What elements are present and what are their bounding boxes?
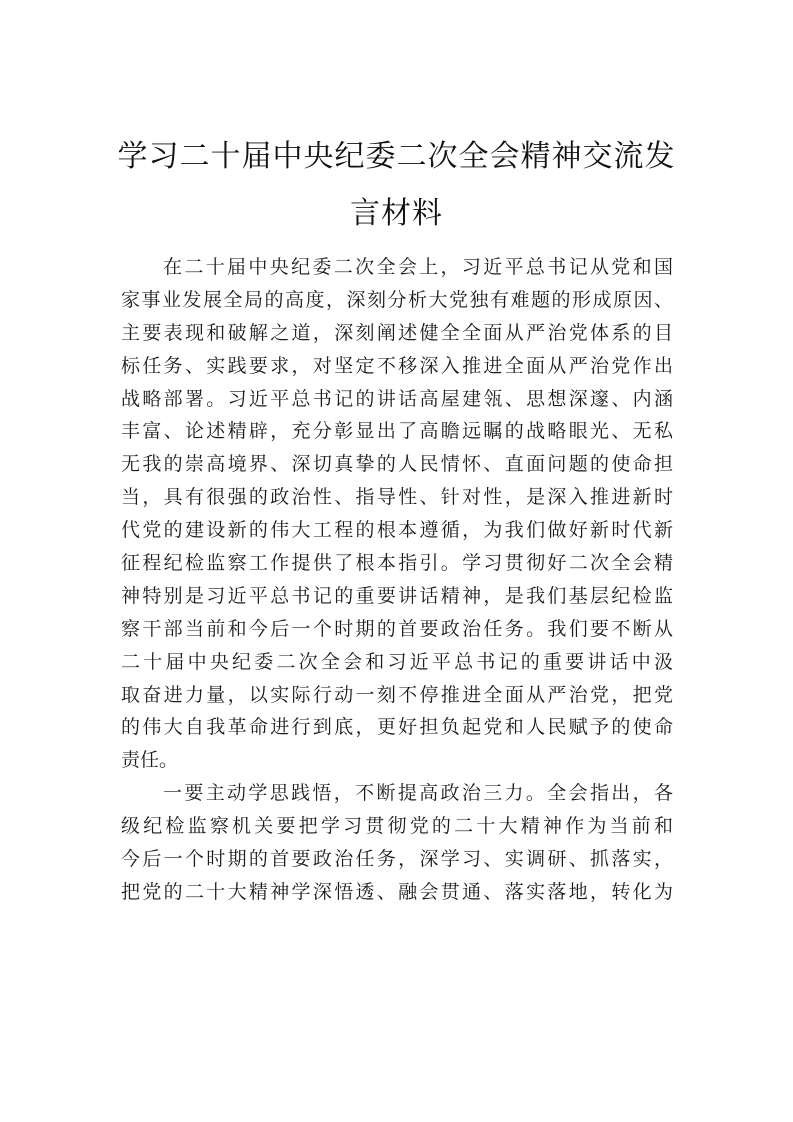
document-title-line-1: 学习二十届中央纪委二次全会精神交流发 [117,139,676,174]
paragraph-line: 家事业发展全局的高度，深刻分析大党独有难题的形成原因、 [121,288,673,311]
document-title-line-2: 言材料 [350,196,443,231]
paragraph-line: 主要表现和破解之道，深刻阐述健全全面从严治党体系的目 [121,321,673,344]
paragraph-line: 察干部当前和今后一个时期的首要政治任务。我们要不断从 [121,617,673,640]
paragraph-line: 二十届中央纪委二次全会和习近平总书记的重要讲话中汲 [121,650,673,673]
paragraph-line: 征程纪检监察工作提供了根本指引。学习贯彻好二次全会精 [121,552,673,575]
paragraph-line: 今后一个时期的首要政治任务，深学习、实调研、抓落实， [121,848,673,871]
paragraph-line: 代党的建设新的伟大工程的根本遵循，为我们做好新时代新 [121,519,673,542]
paragraph-line: 责任。 [121,749,179,772]
paragraph-1 [121,251,673,777]
paragraph-line: 无我的崇高境界、深切真挚的人民情怀、直面问题的使命担 [121,453,673,476]
paragraph-line: 取奋进力量，以实际行动一刻不停推进全面从严治党，把党 [121,683,673,706]
paragraph-line: 一要主动学思践悟，不断提高政治三力。全会指出，各 [163,782,673,805]
paragraph-line: 在二十届中央纪委二次全会上，习近平总书记从党和国 [163,256,673,278]
paragraph-2 [121,777,673,909]
paragraph-line: 战略部署。习近平总书记的讲话高屋建瓴、思想深邃、内涵 [121,387,673,410]
paragraph-line: 丰富、论述精辟，充分彰显出了高瞻远瞩的战略眼光、无私 [121,420,673,443]
paragraph-line: 级纪检监察机关要把学习贯彻党的二十大精神作为当前和 [121,815,673,838]
paragraph-line: 当，具有很强的政治性、指导性、针对性，是深入推进新时 [121,486,673,509]
paragraph-line: 标任务、实践要求，对坚定不移深入推进全面从严治党作出 [121,354,673,377]
paragraph-line: 把党的二十大精神学深悟透、融会贯通、落实落地，转化为 [121,880,673,903]
paragraph-line: 神特别是习近平总书记的重要讲话精神，是我们基层纪检监 [121,584,673,607]
paragraph-line: 的伟大自我革命进行到底，更好担负起党和人民赋予的使命 [121,716,673,739]
document-body [121,251,673,909]
